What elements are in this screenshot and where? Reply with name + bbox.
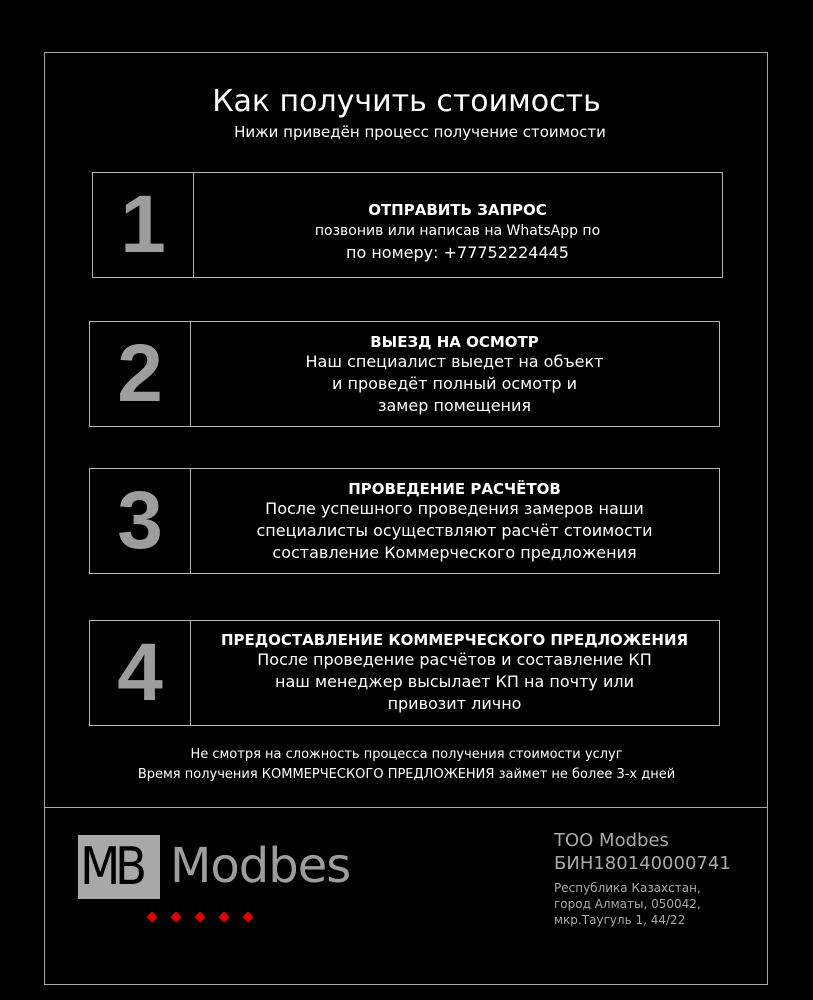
step-line: Наш специалист выедет на объект — [305, 352, 604, 371]
company-address — [554, 880, 731, 928]
step-card-2 — [89, 321, 720, 427]
step-heading: ВЫЕЗД НА ОСМОТР — [370, 333, 539, 351]
footnote — [0, 745, 813, 785]
address-line: город Алматы, 050042, — [554, 897, 701, 911]
red-diamond-icon — [170, 911, 181, 922]
company-bin: БИН180140000741 — [554, 853, 731, 874]
step-line: После успешного проведения замеров наши — [265, 499, 644, 518]
step-text — [193, 173, 722, 277]
company-info — [554, 830, 731, 928]
step-number-cell — [90, 322, 191, 426]
company-name: ТОО Modbes — [554, 830, 669, 851]
step-line: специалисты осуществляют расчёт стоимости — [256, 521, 653, 540]
step-card-3 — [89, 468, 720, 574]
step-line: замер помещения — [377, 396, 532, 415]
step-line: позвонив или написав на WhatsApp по — [314, 223, 601, 239]
step-number: 4 — [117, 627, 163, 718]
step-number-cell — [93, 173, 194, 277]
step-line: и проведёт полный осмотр и — [332, 374, 577, 393]
red-diamond-icon — [194, 911, 205, 922]
page-subtitle: Нижи приведён процесс получение стоимости — [234, 123, 606, 141]
step-line: составление Коммерческого предложения — [272, 543, 637, 562]
step-card-1 — [92, 172, 723, 278]
step-number-cell — [90, 469, 191, 573]
step-text — [190, 322, 719, 426]
step-text — [190, 621, 719, 725]
footnote-line: Не смотря на сложность процесса получения стоимости услуг — [190, 747, 623, 762]
address-line: мкр.Таугуль 1, 44/22 — [554, 913, 686, 927]
step-line: привозит лично — [387, 694, 522, 713]
red-diamond-icon — [218, 911, 229, 922]
step-heading: ПРОВЕДЕНИЕ РАСЧЁТОВ — [348, 480, 561, 498]
step-text — [190, 469, 719, 573]
step-heading: ПРЕДОСТАВЛЕНИЕ КОММЕРЧЕСКОГО ПРЕДЛОЖЕНИЯ — [220, 631, 689, 649]
address-line: Республика Казахстан, — [554, 881, 701, 895]
step-line: наш менеджер высылает КП на почту или — [275, 672, 634, 691]
step-card-4 — [89, 620, 720, 726]
step-phone-line: по номеру: +77752224445 — [346, 243, 569, 262]
step-number: 1 — [120, 179, 166, 270]
logo-mark-text: MB — [80, 837, 142, 897]
logo-mark — [78, 835, 160, 899]
red-diamond-icon — [242, 911, 253, 922]
page-title: Как получить стоимость — [212, 84, 601, 119]
step-number: 2 — [117, 328, 163, 419]
footnote-line: Время получения КОММЕРЧЕСКОГО ПРЕДЛОЖЕНИЯ займет не более 3-х дней — [137, 767, 676, 782]
step-number-cell — [90, 621, 191, 725]
decorative-dots — [148, 913, 252, 921]
step-number: 3 — [117, 475, 163, 566]
step-heading: ОТПРАВИТЬ ЗАПРОС — [368, 201, 547, 219]
logo-wordmark: Modbes — [170, 838, 351, 894]
red-diamond-icon — [146, 911, 157, 922]
step-line: После проведение расчётов и составление КП — [257, 650, 652, 669]
